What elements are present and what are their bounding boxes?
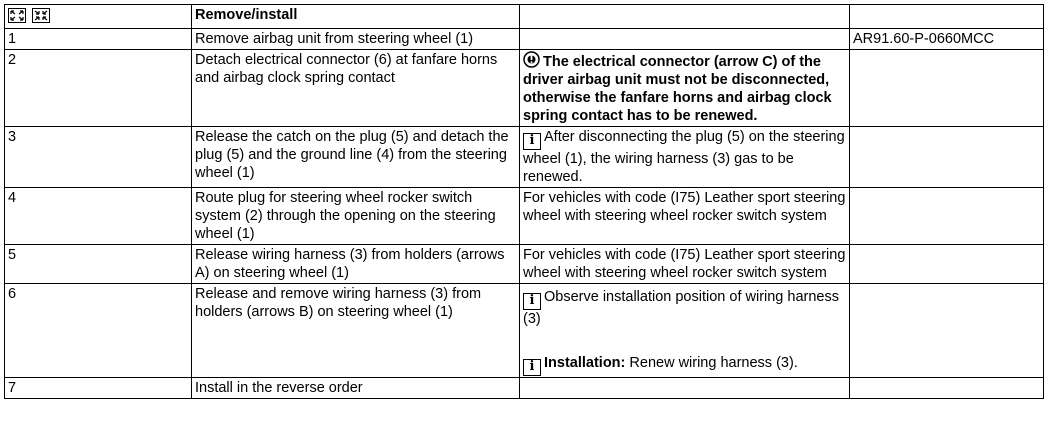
- step-reference: [850, 284, 1044, 378]
- step-number: 6: [5, 284, 192, 378]
- step-number: 7: [5, 378, 192, 399]
- step-number: 1: [5, 29, 192, 50]
- step-number: 3: [5, 127, 192, 188]
- info-icon: i: [523, 133, 541, 150]
- installation-text: Renew wiring harness (3).: [625, 355, 798, 371]
- step-note: [520, 378, 850, 399]
- step-note: [520, 29, 850, 50]
- warning-text: The electrical connector (arrow C) of the driver airbag unit must not be disconnected, otherwise the fanfare horns and airbag clock spring contact has to be renewed.: [523, 54, 832, 124]
- step-reference: [850, 245, 1044, 284]
- step-number: 5: [5, 245, 192, 284]
- header-empty-cell: [850, 5, 1044, 29]
- table-row: [5, 127, 1044, 188]
- step-reference: [850, 188, 1044, 245]
- header-title: Remove/install: [192, 5, 520, 29]
- warning-icon: [523, 51, 540, 68]
- step-action: Release wiring harness (3) from holders (arrows A) on steering wheel (1): [192, 245, 520, 284]
- step-action: Release and remove wiring harness (3) from holders (arrows B) on steering wheel (1): [192, 284, 520, 378]
- step-action: Release the catch on the plug (5) and detach the plug (5) and the ground line (4) from the steering wheel (1): [192, 127, 520, 188]
- step-number: 4: [5, 188, 192, 245]
- step-note: For vehicles with code (I75) Leather sport steering wheel with steering wheel rocker switch system: [520, 245, 850, 284]
- step-reference: [850, 127, 1044, 188]
- info-text: Observe installation position of wiring harness (3): [523, 289, 839, 327]
- step-action: Detach electrical connector (6) at fanfare horns and airbag clock spring contact: [192, 50, 520, 127]
- step-action: Install in the reverse order: [192, 378, 520, 399]
- table-header-row: [5, 5, 1044, 29]
- info-icon: i: [523, 359, 541, 376]
- step-reference: [850, 378, 1044, 399]
- info-icon: i: [523, 293, 541, 310]
- collapse-all-icon[interactable]: [32, 8, 50, 23]
- step-number: 2: [5, 50, 192, 127]
- step-action: Route plug for steering wheel rocker switch system (2) through the opening on the steering wheel (1): [192, 188, 520, 245]
- step-note: [520, 284, 850, 378]
- table-row: [5, 50, 1044, 127]
- procedure-table: [4, 4, 1044, 399]
- step-note: For vehicles with code (I75) Leather sport steering wheel with steering wheel rocker switch system: [520, 188, 850, 245]
- info-text: After disconnecting the plug (5) on the steering wheel (1), the wiring harness (3) gas to be renewed.: [523, 129, 845, 185]
- header-empty-cell: [520, 5, 850, 29]
- table-row: [5, 188, 1044, 245]
- header-icons-cell: [5, 5, 192, 29]
- table-row: [5, 284, 1044, 378]
- table-row: [5, 29, 1044, 50]
- step-note: [520, 127, 850, 188]
- table-row: [5, 245, 1044, 284]
- step-reference-link[interactable]: AR91.60-P-0660MCC: [850, 29, 1044, 50]
- installation-label: Installation:: [544, 355, 626, 371]
- step-note: [520, 50, 850, 127]
- step-reference: [850, 50, 1044, 127]
- expand-all-icon[interactable]: [8, 8, 26, 23]
- step-action: Remove airbag unit from steering wheel (1): [192, 29, 520, 50]
- table-row: [5, 378, 1044, 399]
